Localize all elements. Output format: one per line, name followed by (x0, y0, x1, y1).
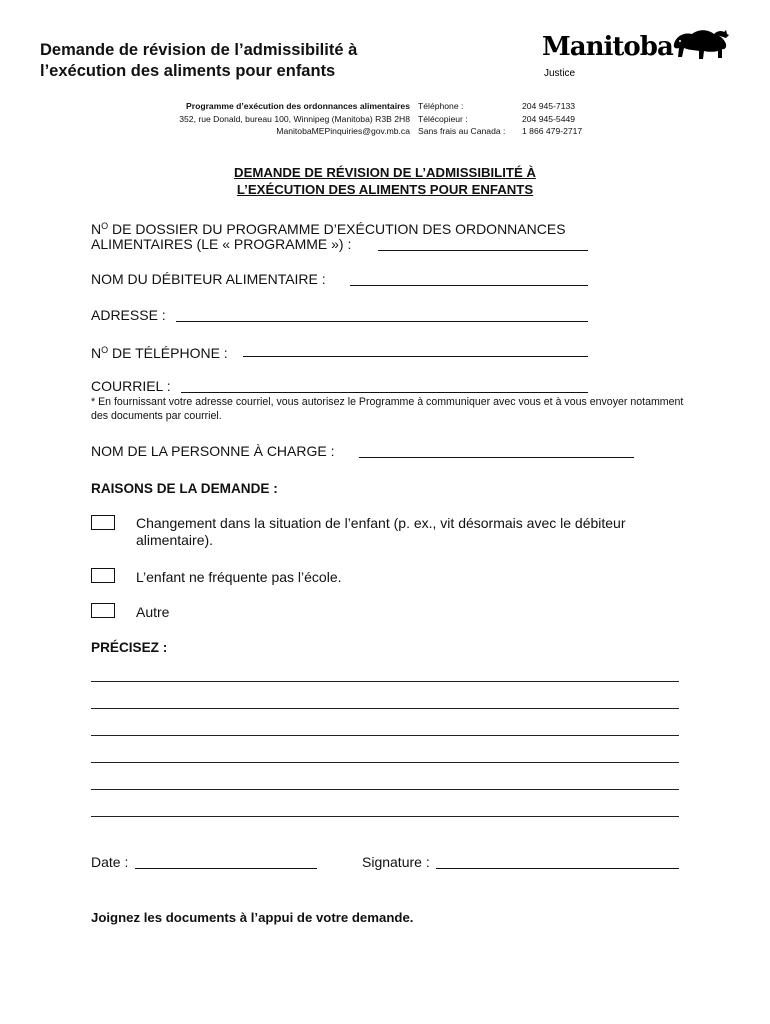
fax-label: Télécopieur : (418, 113, 468, 124)
reason-label-other: Autre (136, 604, 170, 620)
email-consent-note: * En fournissant votre adresse courriel, vous autorisez le Programme à communiquer avec vous et à vous envoyer notamment des documents par courriel. (91, 396, 684, 422)
debtor-name-field[interactable] (350, 285, 588, 286)
form-heading-line1: DEMANDE DE RÉVISION DE L’ADMISSIBILITÉ À (234, 165, 536, 180)
specify-line[interactable] (91, 789, 679, 790)
tollfree-value: 1 866 479-2717 (522, 126, 583, 136)
debtor-name-label: NOM DU DÉBITEUR ALIMENTAIRE : (91, 271, 326, 287)
program-name: Programme d’exécution des ordonnances alimentaires (186, 101, 410, 111)
fax-value: 204 945-5449 (522, 113, 576, 124)
email-label: COURRIEL : (91, 378, 171, 394)
reason-checkbox-not-in-school[interactable] (91, 568, 115, 583)
specify-heading: PRÉCISEZ : (91, 640, 168, 655)
bison-icon (668, 26, 730, 66)
tollfree-label: Sans frais au Canada : (418, 126, 506, 136)
program-email: ManitobaMEPinquiries@gov.mb.ca (276, 126, 410, 136)
specify-line[interactable] (91, 735, 679, 736)
logo-subtext: Justice (544, 68, 576, 79)
dependent-name-label: NOM DE LA PERSONNE À CHARGE : (91, 443, 335, 459)
document-title-line1: Demande de révision de l’admissibilité à (40, 41, 358, 59)
file-number-label-line2: ALIMENTAIRES (LE « PROGRAMME ») : (91, 236, 352, 252)
date-field[interactable] (135, 868, 317, 869)
reason-checkbox-other[interactable] (91, 603, 115, 618)
specify-line[interactable] (91, 762, 679, 763)
address-label: ADRESSE : (91, 307, 166, 323)
date-label: Date : (91, 854, 129, 870)
program-contact-block (179, 100, 410, 138)
file-number-field[interactable] (378, 250, 588, 251)
contact-labels (418, 100, 505, 138)
file-number-label: $N^O$ DE DOSSIER DU PROGRAMME D’EXÉCUTION DES ORDONNANCES (91, 221, 566, 237)
dependent-name-field[interactable] (359, 457, 634, 458)
attachments-note: Joignez les documents à l’appui de votre demande. (91, 910, 414, 925)
reason-label-child-situation: Changement dans la situation de l’enfant (p. ex., vit désormais avec le débiteur alimentaire). (136, 515, 626, 548)
phone-number-label: $N^O$ DE TÉLÉPHONE : (91, 345, 228, 361)
specify-line[interactable] (91, 708, 679, 709)
logo-wordmark: Manitoba (542, 32, 673, 62)
phone-value: 204 945-7133 (522, 101, 576, 111)
address-field[interactable] (176, 321, 588, 322)
document-title (40, 40, 480, 82)
contact-values (522, 100, 582, 138)
signature-label: Signature : (362, 854, 430, 870)
email-field[interactable] (181, 392, 588, 393)
specify-line[interactable] (91, 816, 679, 817)
reasons-heading: RAISONS DE LA DEMANDE : (91, 481, 278, 496)
form-heading (0, 164, 770, 198)
phone-label: Téléphone : (418, 101, 464, 111)
reason-checkbox-child-situation[interactable] (91, 515, 115, 530)
form-heading-line2: L’EXÉCUTION DES ALIMENTS POUR ENFANTS (236, 182, 534, 197)
manitoba-logo (540, 26, 730, 86)
document-title-line2: l’exécution des aliments pour enfants (40, 62, 336, 80)
reason-label-not-in-school: L’enfant ne fréquente pas l’école. (136, 569, 342, 585)
phone-number-field[interactable] (243, 356, 588, 357)
program-address: 352, rue Donald, bureau 100, Winnipeg (Manitoba) R3B 2H8 (179, 113, 410, 124)
signature-field[interactable] (436, 868, 679, 869)
specify-line[interactable] (91, 681, 679, 682)
